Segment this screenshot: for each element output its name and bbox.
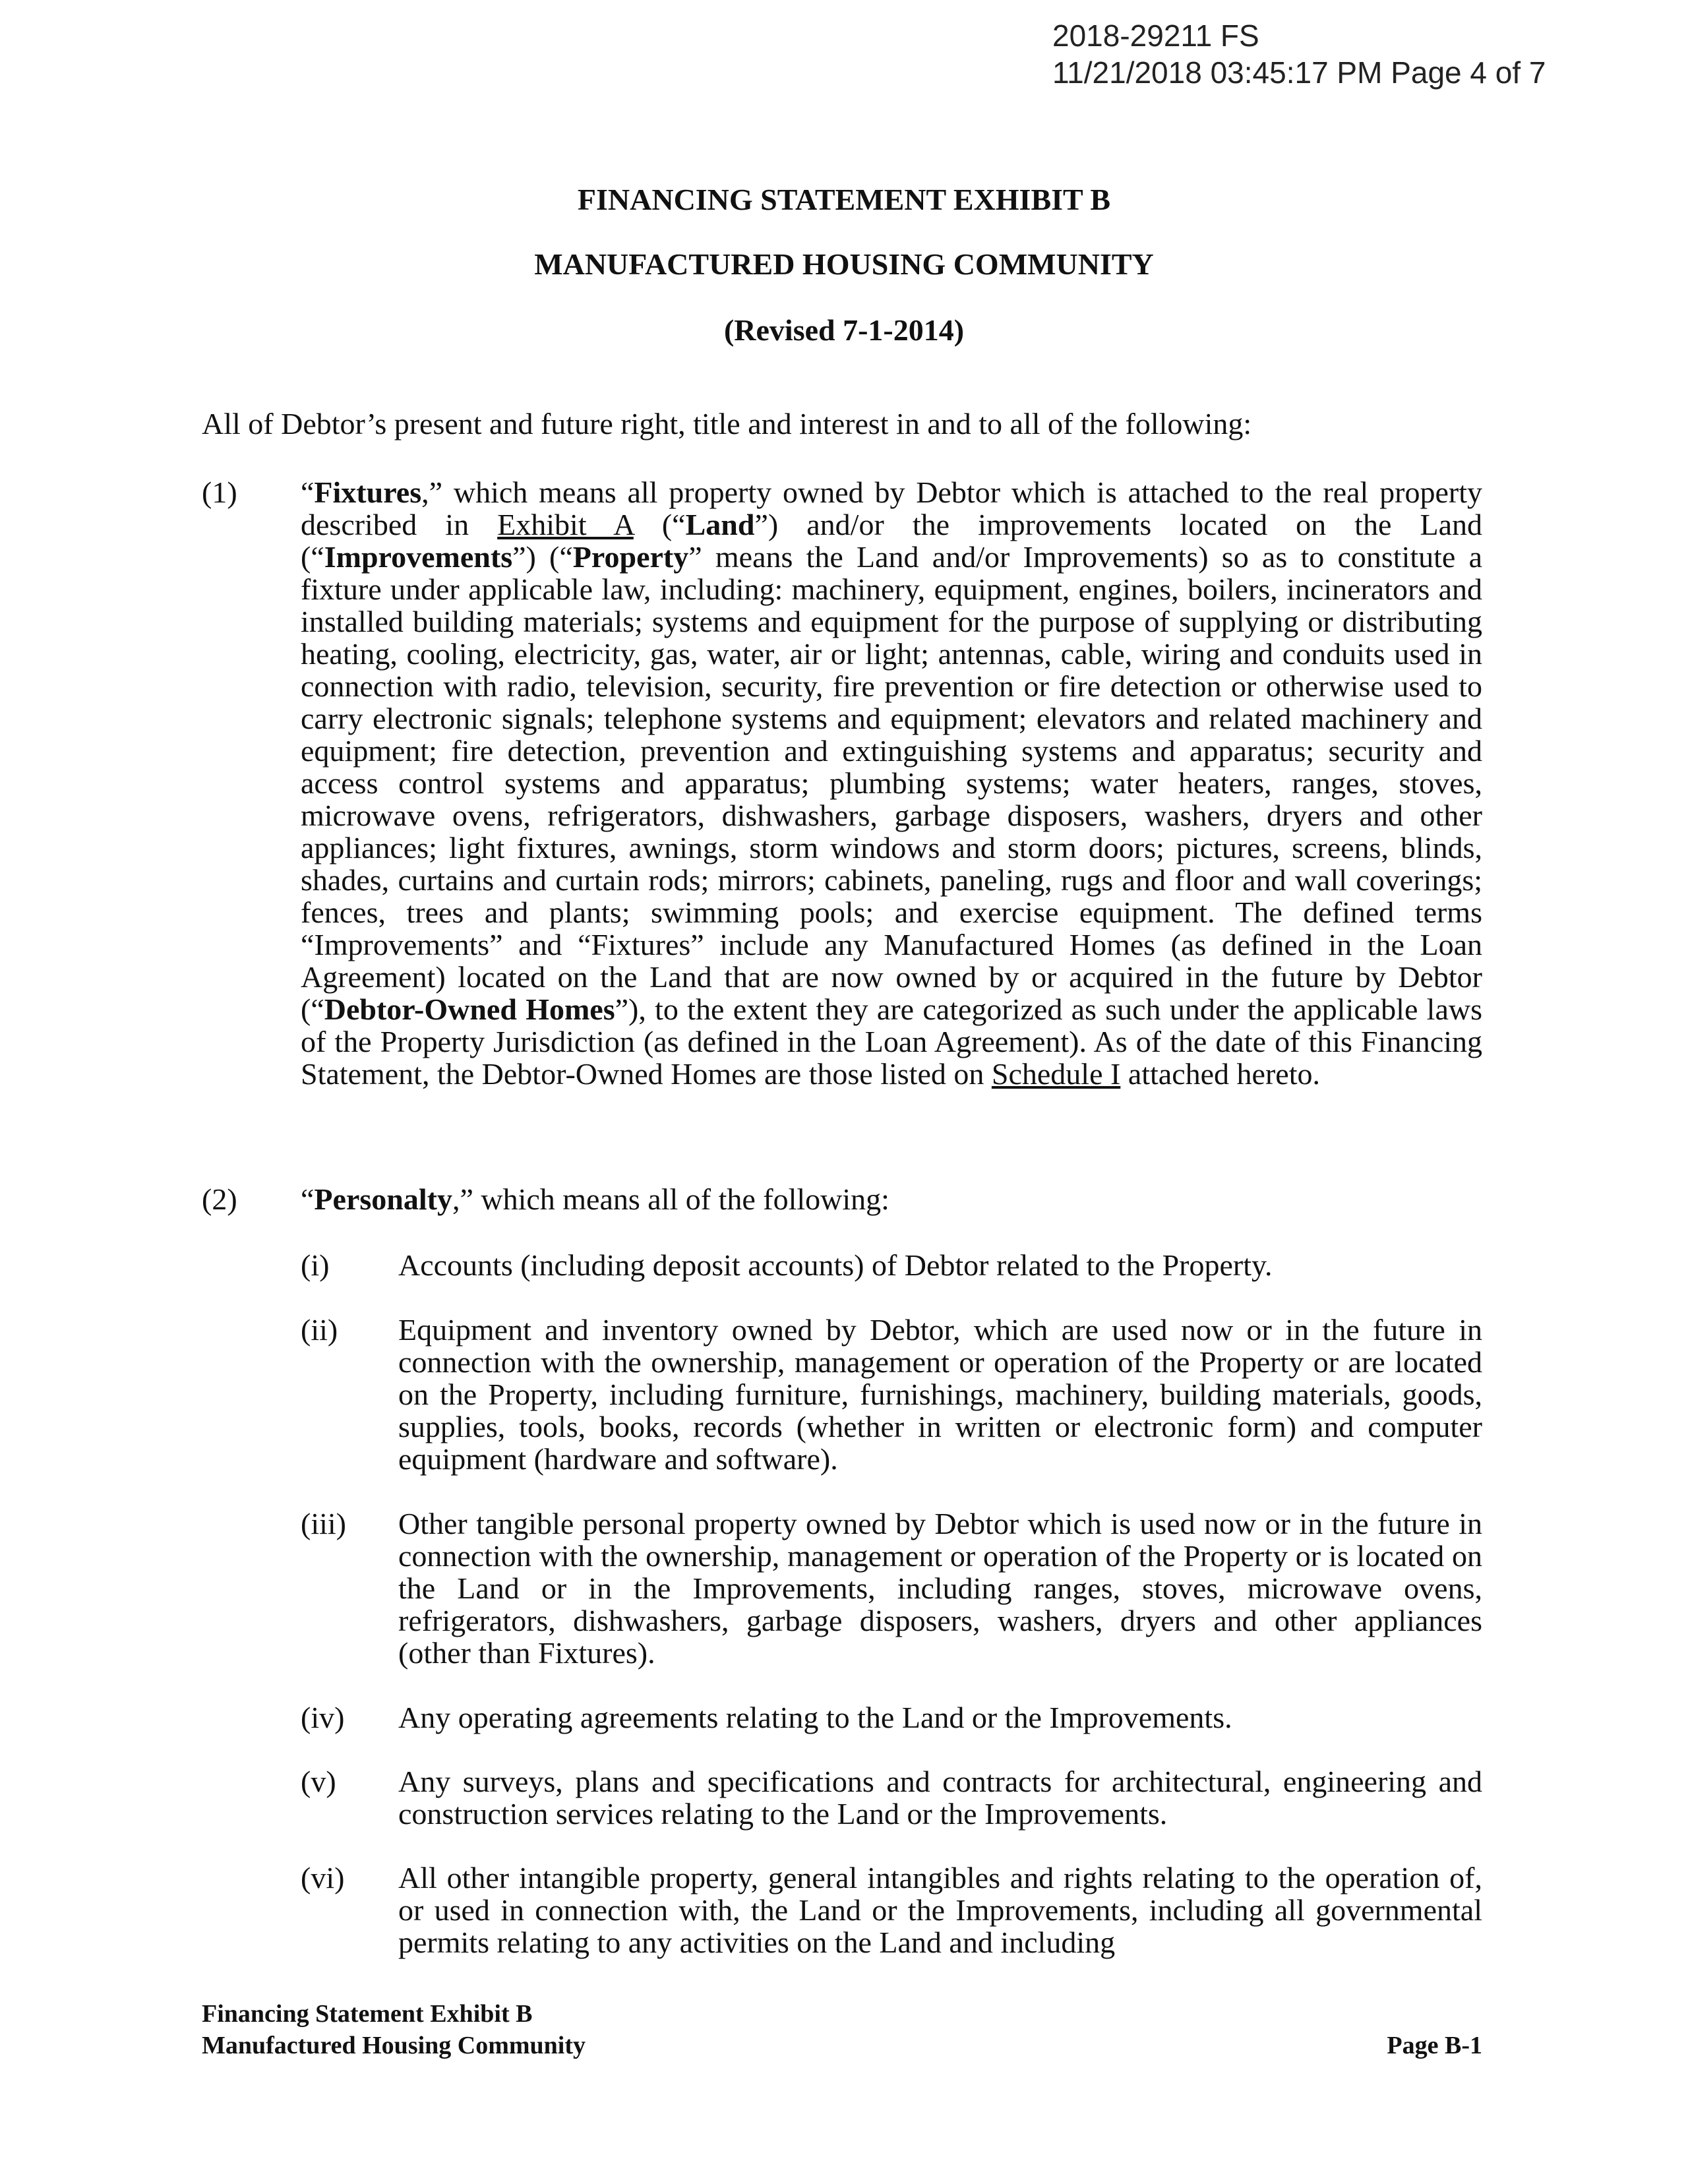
subitem-text: All other intangible property, general intangibles and rights relating to the operation of, or used in connection with, the Land or the Improvements, including all governmental permits relating to any activities on the Land and including: [398, 1861, 1482, 1959]
item-2-personalty: [301, 1183, 1482, 1215]
document-title: FINANCING STATEMENT EXHIBIT B: [577, 183, 1111, 216]
item-1-text-e: ” means the Land and/or Improvements) so as to constitute a fixture under applicable law, including: machinery, equipment, engines, boilers, incinerators and installed building materials; systems and equipment for the purpose of supplying or distributing heating, cooling, electricity, gas, water, air or light; antennas, cable, wiring and conduits used in connection with radio, television, security, fire prevention or fire detection or otherwise used to carry electronic signals; telephone systems and equipment; elevators and related machinery and equipment; fire detection, prevention and extinguishing systems and apparatus; security and access control systems and apparatus; plumbing systems; water heaters, ranges, stoves, microwave ovens, refrigerators, dishwashers, garbage disposers, washers, dryers and other appliances; light fixtures, awnings, storm windows and storm doors; pictures, screens, blinds, shades, curtains and curtain rods; mirrors; cabinets, paneling, rugs and floor and wall coverings; fences, trees and plants; swimming pools; and exercise equipment. The defined terms “Improvements” and “Fixtures” include any Manufactured Homes (as defined in the Loan Agreement) located on the Land that are now owned by or acquired in the future by Debtor (“: [301, 540, 1482, 1026]
item-1-text-g: attached hereto.: [1120, 1057, 1320, 1091]
subitem-text: Accounts (including deposit accounts) of Debtor related to the Property.: [398, 1248, 1273, 1282]
subitem-number: (iv): [301, 1701, 345, 1734]
item-2-quote: “: [301, 1182, 315, 1216]
improvements-term: Improvements: [324, 540, 513, 574]
subitem-text: Other tangible personal property owned by Debtor which is used now or in the future in connection with the ownership, management or operation of the Property or is located on the Land or in the Improvements, including ranges, stoves, microwave ovens, refrigerators, dishwashers, garbage disposers, washers, dryers and other appliances (other than Fixtures).: [398, 1507, 1482, 1670]
item-1-text-c: ”) and/or the improvements located on the Land (“: [301, 508, 1482, 574]
item-1-quote: “: [301, 475, 315, 509]
document-number: 2018-29211 FS: [1052, 18, 1259, 53]
subitem-number: (vi): [301, 1861, 345, 1895]
fixtures-term: Fixtures: [314, 475, 422, 509]
item-2-text: ,” which means all of the following:: [452, 1182, 889, 1216]
subitem-number: (iii): [301, 1507, 346, 1540]
schedule-i-reference: Schedule I: [991, 1057, 1121, 1091]
subitem-text: Equipment and inventory owned by Debtor, which are used now or in the future in connection with the ownership, management or operation of the Property or are located on the Property, including furniture, furnishings, machinery, building materials, goods, supplies, tools, books, records (whether in written or electronic form) and computer equipment (hardware and software).: [398, 1313, 1482, 1476]
footer-line-2: Manufactured Housing Community: [202, 2032, 586, 2059]
revision-date: (Revised 7-1-2014): [723, 313, 965, 347]
property-term: Property: [572, 540, 689, 574]
subitem-text: Any surveys, plans and specifications and contracts for architectural, engineering and construction services relating to the Land or the Improvements.: [398, 1765, 1482, 1831]
item-1-text-b: (“: [633, 508, 686, 541]
timestamp-page: 11/21/2018 03:45:17 PM Page 4 of 7: [1052, 55, 1546, 90]
page-footer: [202, 1998, 586, 2061]
land-term: Land: [685, 508, 755, 541]
recording-stamp: [1052, 17, 1546, 91]
item-1-fixtures: [301, 476, 1482, 1090]
intro-paragraph: All of Debtor’s present and future right, title and interest in and to all of the following:: [202, 407, 1252, 440]
subitem-text: Any operating agreements relating to the Land or the Improvements.: [398, 1701, 1232, 1734]
item-1-text-d: ”) (“: [512, 540, 573, 574]
subitem-number: (i): [301, 1248, 330, 1282]
subitem-number: (v): [301, 1765, 336, 1798]
exhibit-a-reference: Exhibit A: [497, 508, 634, 541]
footer-line-1: Financing Statement Exhibit B: [202, 2000, 533, 2028]
page-number: Page B-1: [1387, 2032, 1482, 2059]
subitem-number: (ii): [301, 1313, 338, 1347]
item-1-text-f: ”), to the extent they are categorized as such under the applicable laws of the Property Jurisdiction (as defined in the Loan Agreement). As of the date of this Financing Statement, the Debtor-Owned Homes are those listed on: [301, 992, 1482, 1091]
document-subtitle: MANUFACTURED HOUSING COMMUNITY: [534, 247, 1154, 281]
item-1-number: (1): [202, 475, 237, 509]
item-1-text-a: ,” which means all property owned by Debtor which is attached to the real property described in: [301, 475, 1482, 541]
debtor-owned-homes-term: Debtor-Owned Homes: [324, 992, 615, 1026]
item-2-number: (2): [202, 1182, 237, 1216]
personalty-term: Personalty: [314, 1182, 452, 1216]
